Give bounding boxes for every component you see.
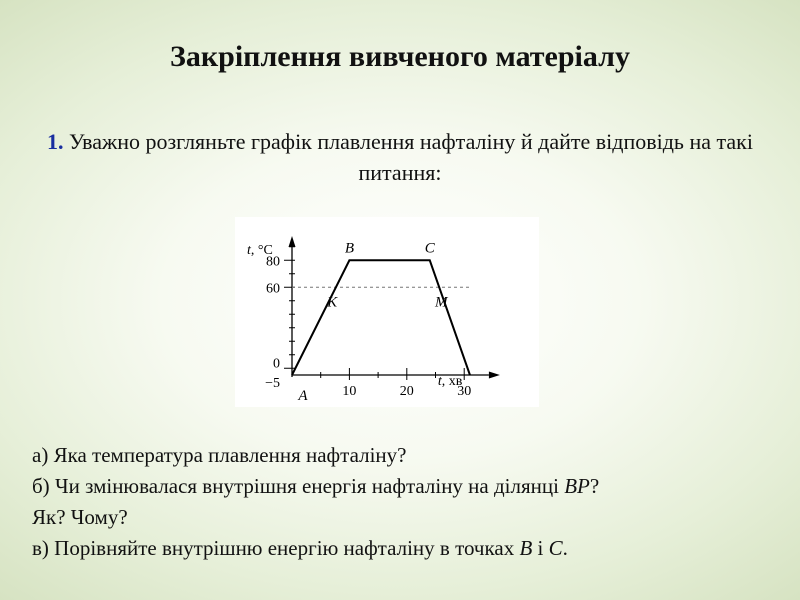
question-text: Як? Чому? — [32, 505, 128, 529]
x-axis-arrow — [489, 372, 500, 379]
y-axis-label: t, °C — [247, 243, 273, 259]
point-label-c: C — [424, 240, 435, 257]
y-tick-label: −5 — [265, 376, 280, 391]
question-text: Чи змінювалася внутрішня енергія нафталіну на ділянці — [54, 474, 565, 498]
question-prefix: б) — [32, 474, 55, 498]
point-label-b: B — [344, 240, 354, 257]
slide-title: Закріплення вивченого матеріалу — [170, 40, 630, 73]
y-tick-label: 0 — [273, 356, 280, 372]
chart-svg — [235, 217, 539, 407]
x-tick-label: 20 — [399, 384, 414, 399]
question-text: Порівняйте внутрішню енергію нафталіну в точках — [54, 536, 520, 560]
point-label-a: A — [298, 388, 308, 404]
task-number: 1. — [47, 129, 64, 154]
question-line — [32, 471, 782, 502]
question-prefix: а) — [32, 443, 54, 467]
x-tick-label: 10 — [342, 384, 357, 399]
y-tick-label: 80 — [266, 254, 280, 270]
question-variable: C — [548, 536, 563, 560]
x-axis-label: t, хв — [437, 374, 463, 389]
questions-list — [32, 440, 782, 564]
question-prefix: в) — [32, 536, 55, 560]
melting-graph — [235, 217, 539, 407]
point-label-k: K — [327, 294, 338, 311]
question-text: і — [532, 536, 549, 560]
question-text: Яка температура плавлення нафталіну? — [53, 443, 407, 467]
point-label-m: M — [434, 294, 448, 311]
question-text: ? — [589, 474, 600, 498]
task-intro — [40, 126, 760, 188]
question-line — [32, 440, 782, 471]
y-axis-arrow — [289, 236, 296, 247]
y-tick-label: 60 — [266, 281, 280, 297]
question-line — [32, 502, 782, 533]
task-text: Уважно розгляньте графік плавлення нафталіну й дайте відповідь на такі питання: — [69, 129, 753, 185]
question-variable: BP — [564, 474, 590, 498]
x-tick-label: 30 — [457, 384, 472, 399]
question-line — [32, 533, 782, 564]
question-variable: B — [519, 536, 533, 560]
question-text: . — [562, 536, 568, 560]
melting-curve — [292, 260, 470, 375]
